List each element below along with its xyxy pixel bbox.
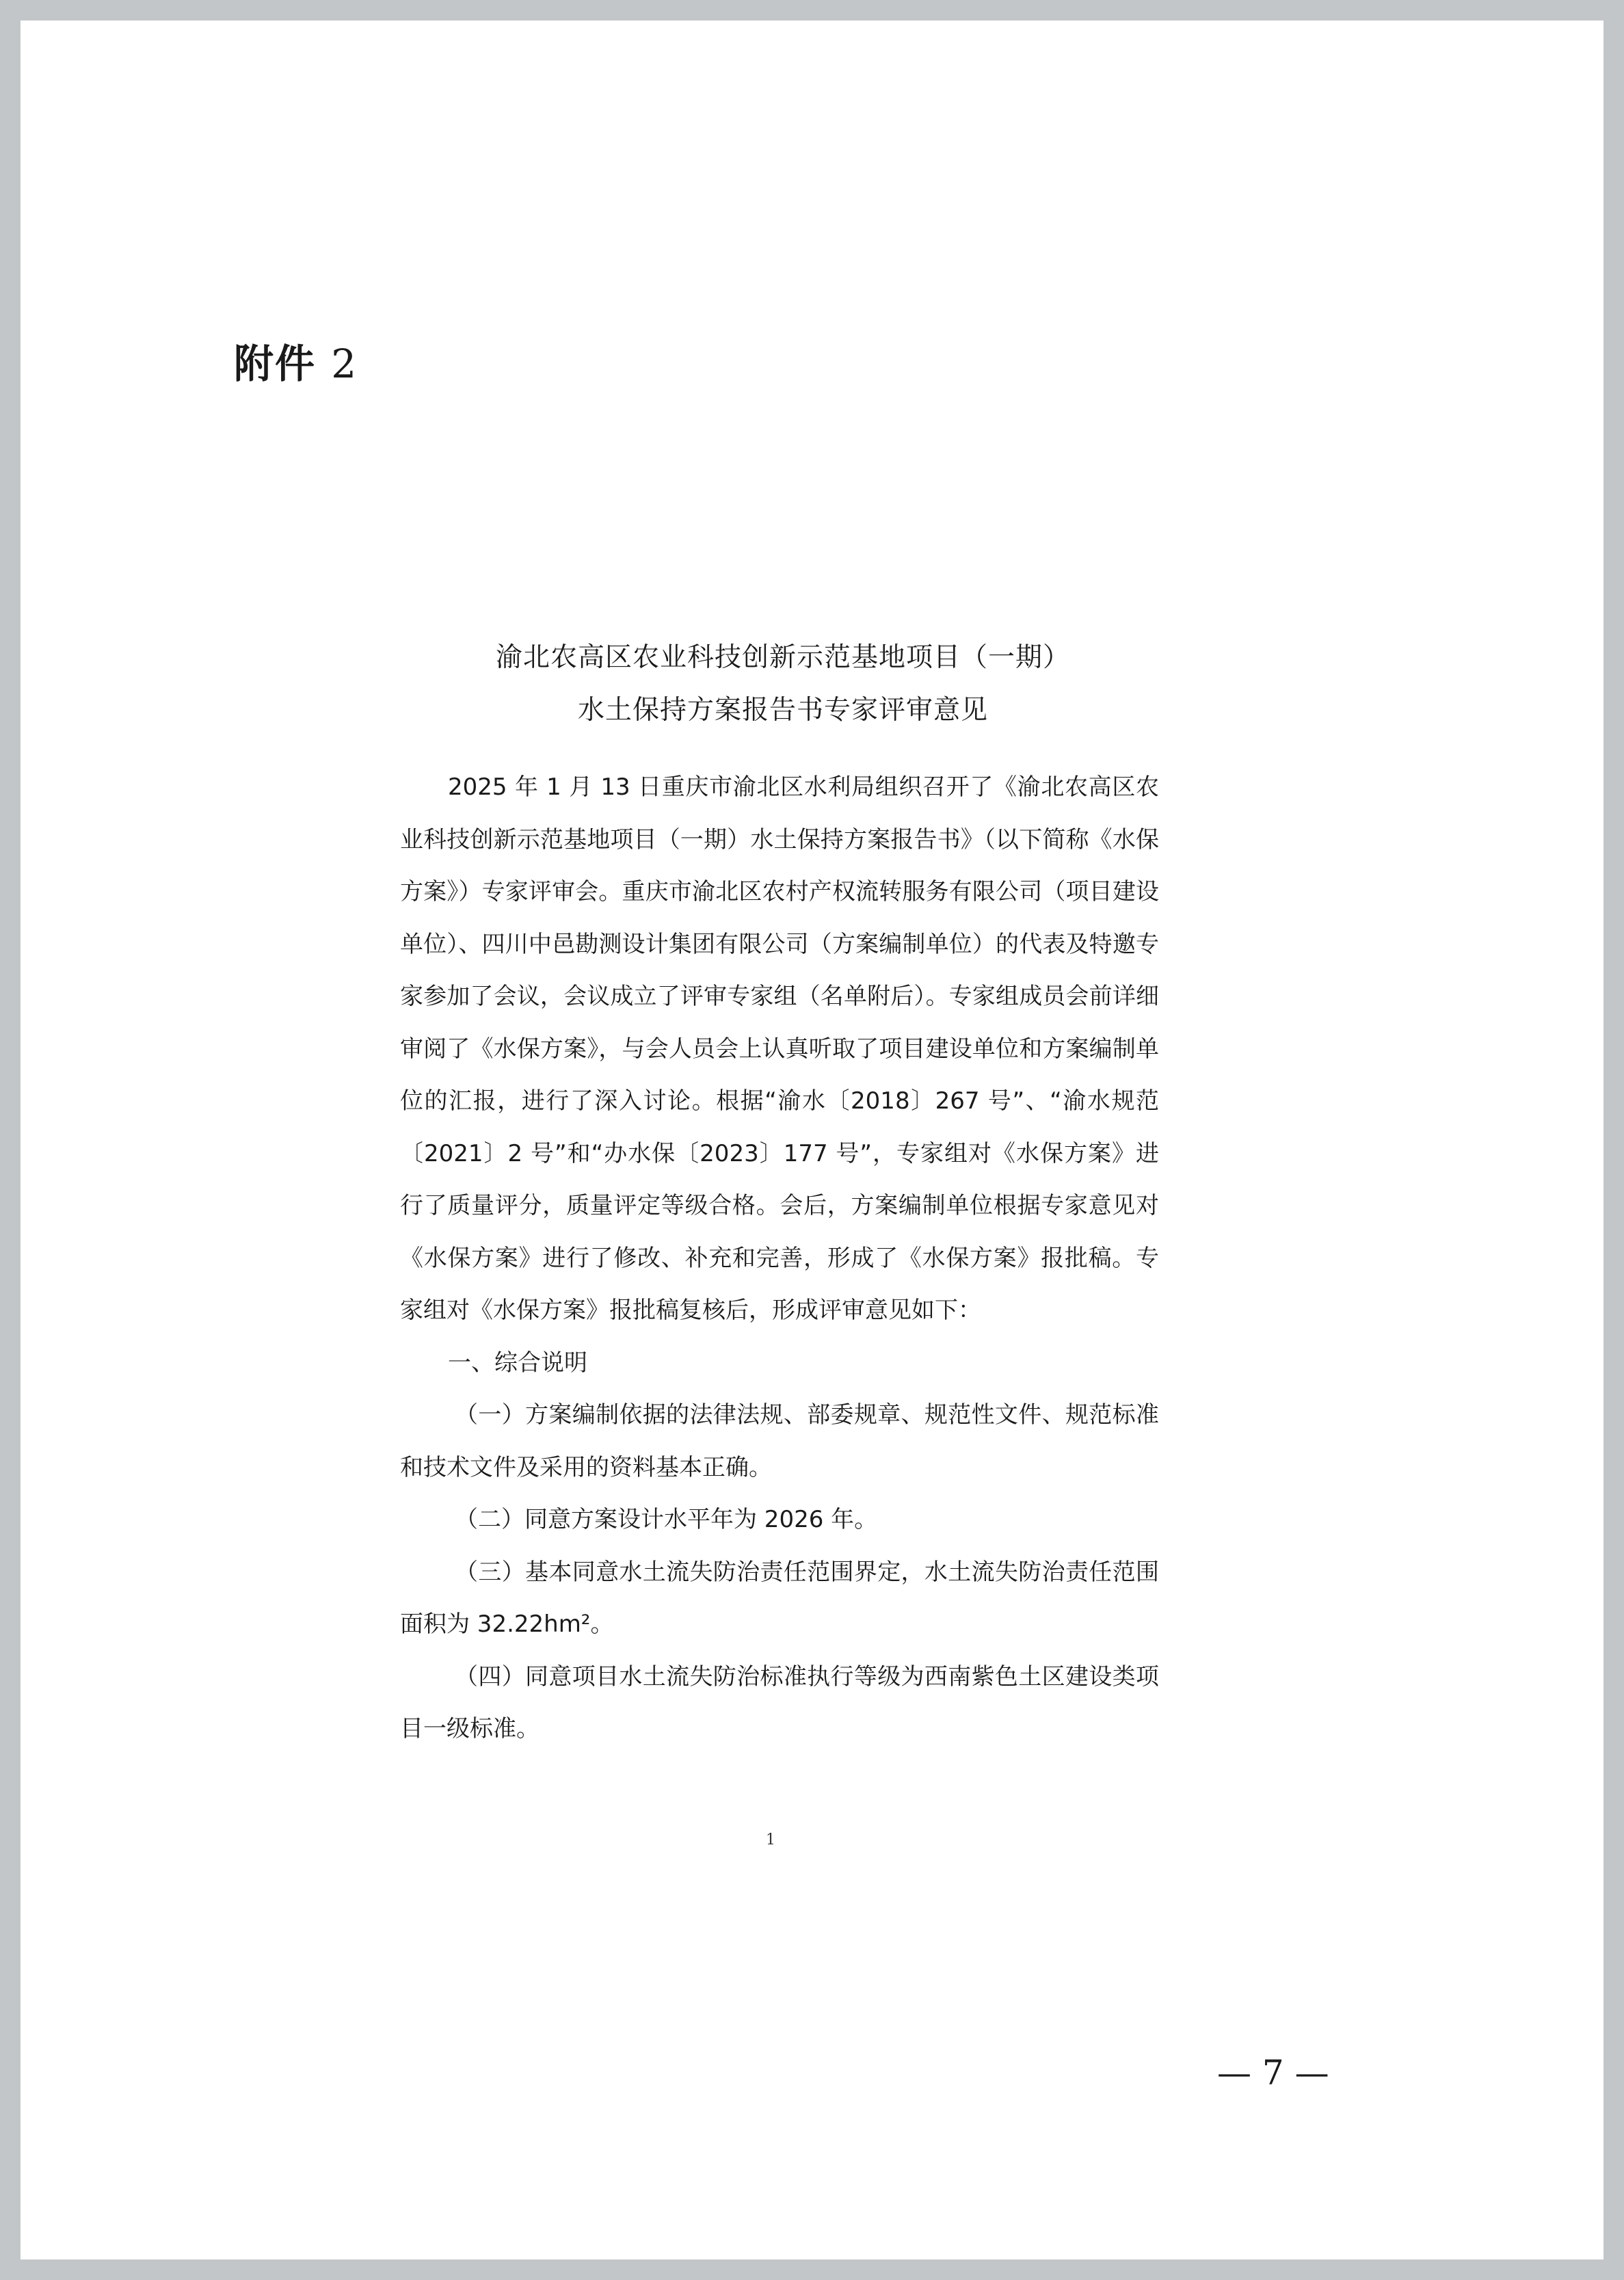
attachment-label-text: 附件 [234,341,317,387]
attachment-label [234,332,358,389]
paragraph-item-3: （三）基本同意水土流失防治责任范围界定，水土流失防治责任范围面积为 32.22hm²。 [400,1558,1159,1638]
paragraph-item-4: （四）同意项目水土流失防治标准执行等级为西南紫色土区建设类项目一级标准。 [400,1662,1159,1742]
section-heading: 一、综合说明 [448,1349,587,1377]
document-title-line-1: 渝北农高区农业科技创新示范基地项目（一期） [495,642,1070,673]
paragraph-item-2: （二）同意方案设计水平年为 2026 年。 [455,1506,878,1533]
inner-page-number: 1 [766,1831,775,1848]
paragraph-item-1: （一）方案编制依据的法律法规、部委规章、规范性文件、规范标准和技术文件及采用的资料基本正确。 [400,1401,1159,1481]
document-title-line-2: 水土保持方案报告书专家评审意见 [577,695,988,726]
attachment-number: 2 [331,341,358,387]
paragraph-intro: 2025 年 1 月 13 日重庆市渝北区水利局组织召开了《渝北农高区农业科技创新示范基地项目（一期）水土保持方案报告书》（以下简称《水保方案》）专家评审会。重庆市渝北区农村产权流转服务有限公司（项目建设单位）、四川中邑勘测设计集团有限公司（方案编制单位）的代表及特邀专家参加了会议，会议成立了评审专家组（名单附后）。专家组成员会前详细审阅了《水保方案》，与会人员会上认真听取了项目建设单位和方案编制单位的汇报，进行了深入讨论。根据“渝水〔2018〕267 号”、“渝水规范〔2021〕2 号”和“办水保〔2023〕177 号”，专家组对《水保方案》进行了质量评分，质量评定等级合格。会后，方案编制单位根据专家意见对《水保方案》进行了修改、补充和完善，形成了《水保方案》报批稿。专家组对《水保方案》报批稿复核后，形成评审意见如下： [400,773,1159,1324]
document-page [21,21,1603,2259]
document-body [400,761,1159,1755]
footer-page-number: — 7 — [1217,2053,1329,2093]
